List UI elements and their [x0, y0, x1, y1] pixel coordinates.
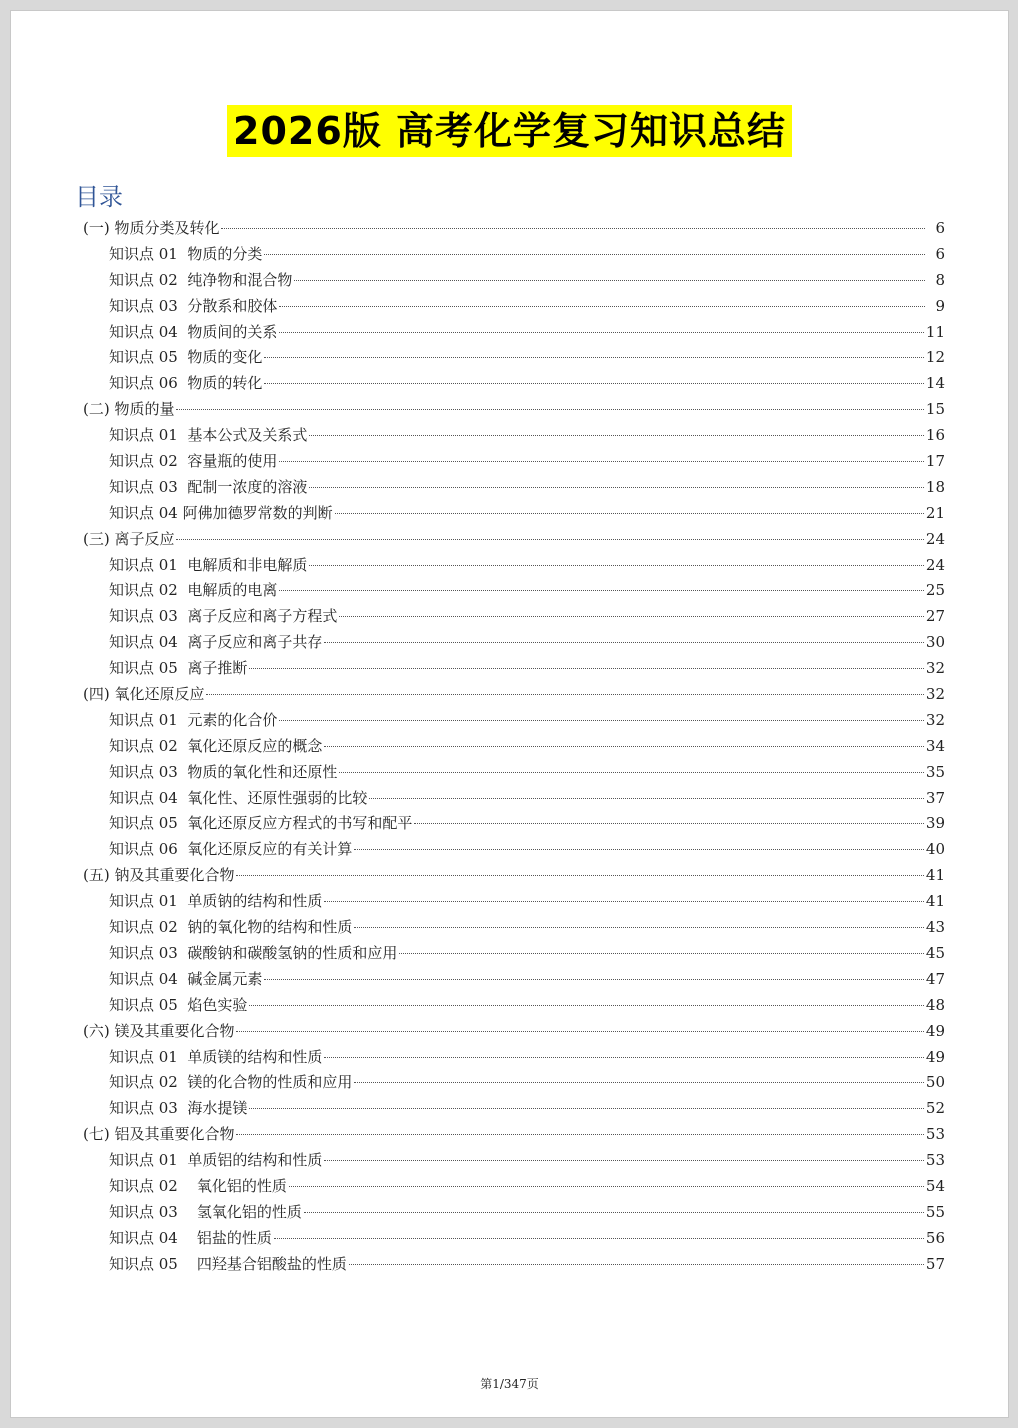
toc-dot-leader [279, 306, 925, 307]
toc-dot-leader [324, 1057, 924, 1058]
toc-entry-page-number: 21 [925, 503, 945, 522]
toc-subsection-entry[interactable] [83, 630, 945, 656]
toc-subsection-entry[interactable] [83, 475, 945, 501]
toc-subsection-entry[interactable] [83, 915, 945, 941]
toc-dot-leader [309, 487, 924, 488]
toc-entry-label: 知识点 04 碱金属元素 [109, 969, 263, 988]
toc-entry-page-number: 48 [925, 995, 945, 1014]
toc-entry-page-number: 16 [925, 426, 945, 445]
toc-entry-page-number: 32 [925, 685, 945, 704]
toc-entry-page-number: 54 [925, 1176, 945, 1195]
toc-subsection-entry[interactable] [83, 967, 945, 993]
toc-entry-page-number: 14 [925, 374, 945, 393]
toc-subsection-entry[interactable] [83, 1070, 945, 1096]
toc-entry-label: (三) 离子反应 [83, 529, 175, 548]
toc-dot-leader [279, 461, 924, 462]
toc-subsection-entry[interactable] [83, 786, 945, 812]
toc-entry-page-number: 30 [925, 633, 945, 652]
toc-entry-page-number: 18 [925, 477, 945, 496]
toc-entry-label: 知识点 05 四羟基合铝酸盐的性质 [109, 1254, 347, 1273]
toc-dot-leader [279, 590, 924, 591]
toc-entry-label: 知识点 04 铝盐的性质 [109, 1228, 272, 1247]
toc-entry-page-number: 40 [925, 840, 945, 859]
toc-subsection-entry[interactable] [83, 941, 945, 967]
toc-entry-label: 知识点 03 配制一浓度的溶液 [109, 477, 308, 496]
toc-entry-label: 知识点 03 海水提镁 [109, 1099, 248, 1118]
title-wrap [11, 105, 1008, 157]
toc-dot-leader [309, 565, 924, 566]
toc-dot-leader [414, 823, 924, 824]
toc-entry-label: 知识点 02 镁的化合物的性质和应用 [109, 1073, 353, 1092]
toc-entry-label: (七) 铝及其重要化合物 [83, 1125, 235, 1144]
toc-entry-label: 知识点 01 基本公式及关系式 [109, 426, 308, 445]
toc-dot-leader [249, 1005, 924, 1006]
toc-dot-leader [264, 979, 924, 980]
toc-entry-page-number: 11 [925, 322, 945, 341]
toc-dot-leader [206, 694, 923, 695]
toc-subsection-entry[interactable] [83, 553, 945, 579]
toc-dot-leader [324, 1160, 924, 1161]
toc-subsection-entry[interactable] [83, 760, 945, 786]
toc-entry-page-number: 12 [925, 348, 945, 367]
toc-dot-leader [339, 772, 924, 773]
toc-entry-page-number: 49 [925, 1021, 945, 1040]
toc-subsection-entry[interactable] [83, 1148, 945, 1174]
toc-heading: 目录 [75, 183, 123, 211]
toc-entry-label: 知识点 01 单质镁的结构和性质 [109, 1047, 323, 1066]
toc-entry-page-number: 17 [925, 452, 945, 471]
toc-subsection-entry[interactable] [83, 242, 945, 268]
toc-subsection-entry[interactable] [83, 294, 945, 320]
toc-entry-label: (二) 物质的量 [83, 400, 175, 419]
toc-entry-label: 知识点 05 焰色实验 [109, 995, 248, 1014]
toc-subsection-entry[interactable] [83, 501, 945, 527]
toc-entry-page-number: 6 [935, 219, 945, 237]
toc-entry-label: 知识点 04 阿佛加德罗常数的判断 [109, 503, 333, 522]
toc-entry-page-number: 41 [925, 866, 945, 885]
toc-section-entry[interactable] [83, 527, 945, 553]
toc-entry-label: 知识点 02 钠的氧化物的结构和性质 [109, 918, 353, 937]
toc-entry-label: 知识点 03 离子反应和离子方程式 [109, 607, 338, 626]
toc-entry-label: 知识点 03 氢氧化铝的性质 [109, 1202, 302, 1221]
toc-section-entry[interactable] [83, 682, 945, 708]
toc-dot-leader [236, 1134, 923, 1135]
toc-entry-label: 知识点 05 物质的变化 [109, 348, 263, 367]
toc-subsection-entry[interactable] [83, 345, 945, 371]
toc-subsection-entry[interactable] [83, 889, 945, 915]
toc-entry-label: 知识点 01 单质铝的结构和性质 [109, 1151, 323, 1170]
toc-entry-page-number: 24 [925, 555, 945, 574]
toc-dot-leader [369, 798, 924, 799]
toc-dot-leader [304, 1212, 924, 1213]
toc-subsection-entry[interactable] [83, 320, 945, 346]
toc-entry-label: 知识点 01 物质的分类 [109, 244, 263, 263]
toc-dot-leader [324, 642, 924, 643]
toc-entry-label: (五) 钠及其重要化合物 [83, 866, 235, 885]
toc-entry-page-number: 27 [925, 607, 945, 626]
toc-entry-page-number: 53 [925, 1151, 945, 1170]
toc-entry-label: 知识点 02 电解质的电离 [109, 581, 278, 600]
toc-subsection-entry[interactable] [83, 811, 945, 837]
toc-entry-label: 知识点 03 碳酸钠和碳酸氢钠的性质和应用 [109, 943, 398, 962]
toc-entry-label: 知识点 02 纯净物和混合物 [109, 270, 293, 289]
toc-entry-page-number: 8 [935, 270, 945, 289]
toc-subsection-entry[interactable] [83, 1045, 945, 1071]
toc-dot-leader [264, 254, 925, 255]
toc-section-entry[interactable] [83, 863, 945, 889]
toc-subsection-entry[interactable] [83, 268, 945, 294]
toc-entry-page-number: 49 [925, 1047, 945, 1066]
toc-entry-page-number: 34 [925, 736, 945, 755]
toc-entry-label: 知识点 06 氧化还原反应的有关计算 [109, 840, 353, 859]
toc-entry-page-number: 6 [935, 244, 945, 263]
toc-entry-page-number: 41 [925, 892, 945, 911]
toc-dot-leader [176, 539, 923, 540]
toc-entry-label: 知识点 05 氧化还原反应方程式的书写和配平 [109, 814, 413, 833]
toc-subsection-entry[interactable] [83, 1252, 945, 1278]
toc-dot-leader [324, 901, 924, 902]
toc-entry-page-number: 15 [925, 400, 945, 419]
toc-entry-label: 知识点 04 物质间的关系 [109, 322, 278, 341]
toc-subsection-entry[interactable] [83, 656, 945, 682]
toc-entry-page-number: 35 [925, 762, 945, 781]
toc-dot-leader [354, 849, 924, 850]
toc-dot-leader [236, 875, 923, 876]
document-page [10, 10, 1009, 1418]
toc-entry-page-number: 45 [925, 943, 945, 962]
toc-subsection-entry[interactable] [83, 604, 945, 630]
toc-entry-page-number: 53 [925, 1125, 945, 1144]
toc-entry-label: 知识点 02 容量瓶的使用 [109, 452, 278, 471]
toc-entry-label: (四) 氧化还原反应 [83, 685, 205, 704]
toc-subsection-entry[interactable] [83, 1174, 945, 1200]
toc-entry-label: 知识点 01 元素的化合价 [109, 710, 278, 729]
toc-dot-leader [236, 1031, 923, 1032]
toc-dot-leader [279, 720, 924, 721]
toc-section-entry[interactable] [83, 397, 945, 423]
toc-entry-label: 知识点 04 离子反应和离子共存 [109, 633, 323, 652]
toc-dot-leader [339, 616, 924, 617]
toc-entry-label: 知识点 03 物质的氧化性和还原性 [109, 762, 338, 781]
toc-entry-page-number: 39 [925, 814, 945, 833]
toc-subsection-entry[interactable] [83, 993, 945, 1019]
toc-dot-leader [221, 228, 925, 229]
toc-entry-page-number: 32 [925, 710, 945, 729]
toc-entry-page-number: 43 [925, 918, 945, 937]
toc-dot-leader [249, 1108, 924, 1109]
toc-entry-page-number: 37 [925, 788, 945, 807]
toc-dot-leader [289, 1186, 924, 1187]
toc-dot-leader [264, 357, 924, 358]
toc-dot-leader [264, 383, 924, 384]
toc-subsection-entry[interactable] [83, 371, 945, 397]
toc-entry-label: 知识点 01 单质钠的结构和性质 [109, 892, 323, 911]
toc-entry-page-number: 57 [925, 1254, 945, 1273]
toc-dot-leader [349, 1264, 924, 1265]
toc-section-entry[interactable] [83, 1019, 945, 1045]
toc-entry-page-number: 9 [935, 296, 945, 315]
toc-entry-page-number: 56 [925, 1228, 945, 1247]
toc-entry-label: (六) 镁及其重要化合物 [83, 1021, 235, 1040]
toc-subsection-entry[interactable] [83, 578, 945, 604]
toc-section-entry[interactable] [83, 216, 945, 242]
toc-entry-label: 知识点 05 离子推断 [109, 659, 248, 678]
toc-subsection-entry[interactable] [83, 423, 945, 449]
toc-dot-leader [354, 927, 924, 928]
page-footer: 第1/347页 [480, 1377, 539, 1391]
toc-dot-leader [309, 435, 924, 436]
toc-entry-label: 知识点 02 氧化铝的性质 [109, 1176, 287, 1195]
toc-entry-label: (一) 物质分类及转化 [83, 219, 220, 237]
toc-entry-label: 知识点 04 氧化性、还原性强弱的比较 [109, 788, 368, 807]
toc-entry-label: 知识点 01 电解质和非电解质 [109, 555, 308, 574]
toc-entry-page-number: 52 [925, 1099, 945, 1118]
toc-subsection-entry[interactable] [83, 708, 945, 734]
toc-dot-leader [279, 332, 924, 333]
toc-entry-page-number: 32 [925, 659, 945, 678]
toc-subsection-entry[interactable] [83, 449, 945, 475]
toc-subsection-entry[interactable] [83, 1226, 945, 1252]
toc-dot-leader [324, 746, 924, 747]
toc-dot-leader [335, 513, 924, 514]
toc-dot-leader [399, 953, 924, 954]
toc-subsection-entry[interactable] [83, 734, 945, 760]
toc-entry-label: 知识点 02 氧化还原反应的概念 [109, 736, 323, 755]
document-title: 2026版 高考化学复习知识总结 [227, 105, 792, 157]
toc-entry-page-number: 47 [925, 969, 945, 988]
toc-entry-page-number: 24 [925, 529, 945, 548]
toc-entry-page-number: 50 [925, 1073, 945, 1092]
toc-dot-leader [294, 280, 925, 281]
toc-entry-label: 知识点 06 物质的转化 [109, 374, 263, 393]
toc-entry-label: 知识点 03 分散系和胶体 [109, 296, 278, 315]
toc-subsection-entry[interactable] [83, 837, 945, 863]
toc-section-entry[interactable] [83, 1122, 945, 1148]
table-of-contents [83, 216, 945, 1278]
toc-dot-leader [274, 1238, 924, 1239]
toc-entry-page-number: 25 [925, 581, 945, 600]
toc-dot-leader [354, 1082, 924, 1083]
toc-subsection-entry[interactable] [83, 1200, 945, 1226]
toc-dot-leader [176, 409, 923, 410]
toc-entry-page-number: 55 [925, 1202, 945, 1221]
toc-dot-leader [249, 668, 924, 669]
toc-subsection-entry[interactable] [83, 1096, 945, 1122]
